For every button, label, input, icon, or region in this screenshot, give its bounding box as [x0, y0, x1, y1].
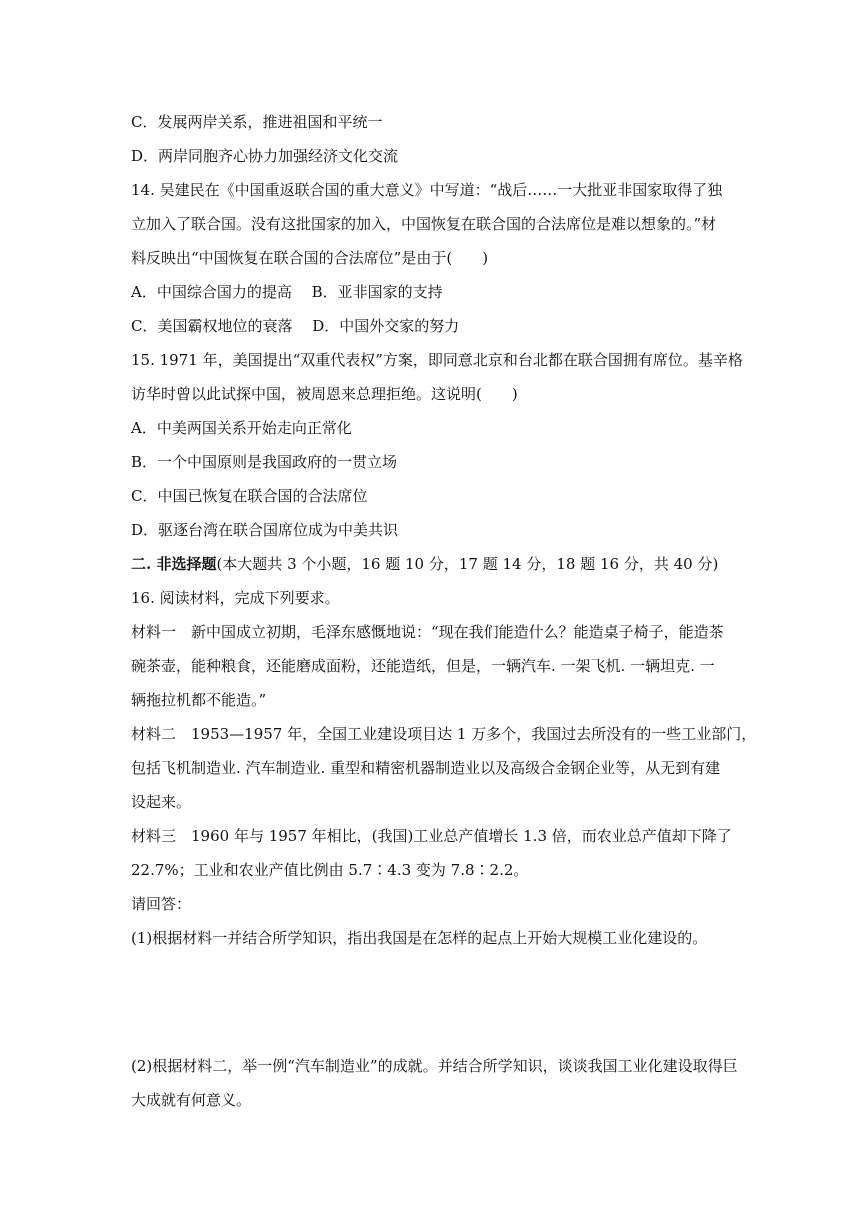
- q15-option-d: D．驱逐台湾在联合国席位成为中美共识: [131, 521, 399, 539]
- q16-subquestion-2-line2: 大成就有何意义。: [131, 1091, 252, 1109]
- q13-option-d: D．两岸同胞齐心协力加强经济文化交流: [131, 147, 399, 165]
- q14-stem-line3: 料反映出“中国恢复在联合国的合法席位”是由于( ): [131, 249, 489, 267]
- q16-material2-line3: 设起来。: [131, 793, 192, 811]
- q16-material1-line1: 材料一 新中国成立初期，毛泽东感慨地说：“现在我们能造什么？能造桌子椅子，能造茶: [131, 623, 724, 641]
- q16-intro: 16. 阅读材料，完成下列要求。: [131, 589, 340, 607]
- q16-subquestion-1: (1)根据材料一并结合所学知识，指出我国是在怎样的起点上开始大规模工业化建设的。: [131, 929, 708, 947]
- q16-material2-line1: 材料二 1953—1957 年，全国工业建设项目达 1 万多个，我国过去所没有的一些工业部门，: [131, 725, 757, 743]
- q15-option-b: B．一个中国原则是我国政府的一贯立场: [131, 453, 398, 471]
- q16-prompt: 请回答：: [131, 895, 192, 913]
- q14-stem-line2: 立加入了联合国。没有这批国家的加入，中国恢复在联合国的合法席位是难以想象的。”材: [131, 215, 717, 233]
- q16-material2-line2: 包括飞机制造业. 汽车制造业. 重型和精密机器制造业以及高级合金钢企业等，从无到有建: [131, 759, 721, 777]
- q16-material3-line1: 材料三 1960 年与 1957 年相比，(我国)工业总产值增长 1.3 倍，而农业总产值却下降了: [131, 827, 732, 845]
- q16-material1-line3: 辆拖拉机都不能造。”: [131, 691, 267, 709]
- q14-options-cd: C．美国霸权地位的衰落 D．中国外交家的努力: [131, 317, 460, 335]
- section2-note: (本大题共 3 个小题，16 题 10 分，17 题 14 分，18 题 16 分，共 40 分): [216, 555, 719, 573]
- q14-stem-line1: 14. 吴建民在《中国重返联合国的重大意义》中写道：“战后……一大批亚非国家取得了独: [131, 181, 723, 199]
- q15-option-c: C．中国已恢复在联合国的合法席位: [131, 487, 368, 505]
- q15-stem-line2: 访华时曾以此试探中国，被周恩来总理拒绝。这说明( ): [131, 385, 518, 403]
- q13-option-c: C．发展两岸关系，推进祖国和平统一: [131, 113, 383, 131]
- q15-option-a: A．中美两国关系开始走向正常化: [131, 419, 352, 437]
- q15-stem-line1: 15. 1971 年，美国提出“双重代表权”方案，即同意北京和台北都在联合国拥有席位。基辛格: [131, 351, 743, 369]
- section2-title: 二. 非选择题: [131, 555, 217, 573]
- section2-heading: [131, 554, 718, 574]
- q16-material3-line2: 22.7%；工业和农业产值比例由 5.7∶4.3 变为 7.8∶2.2。: [131, 861, 529, 879]
- q16-subquestion-2-line1: (2)根据材料二，举一例“汽车制造业”的成就。并结合所学知识，谈谈我国工业化建设取得巨: [131, 1057, 738, 1075]
- q16-material1-line2: 碗茶壶，能种粮食，还能磨成面粉，还能造纸，但是，一辆汽车. 一架飞机. 一辆坦克. 一: [131, 657, 715, 675]
- q14-options-ab: A．中国综合国力的提高 B．亚非国家的支持: [131, 283, 443, 301]
